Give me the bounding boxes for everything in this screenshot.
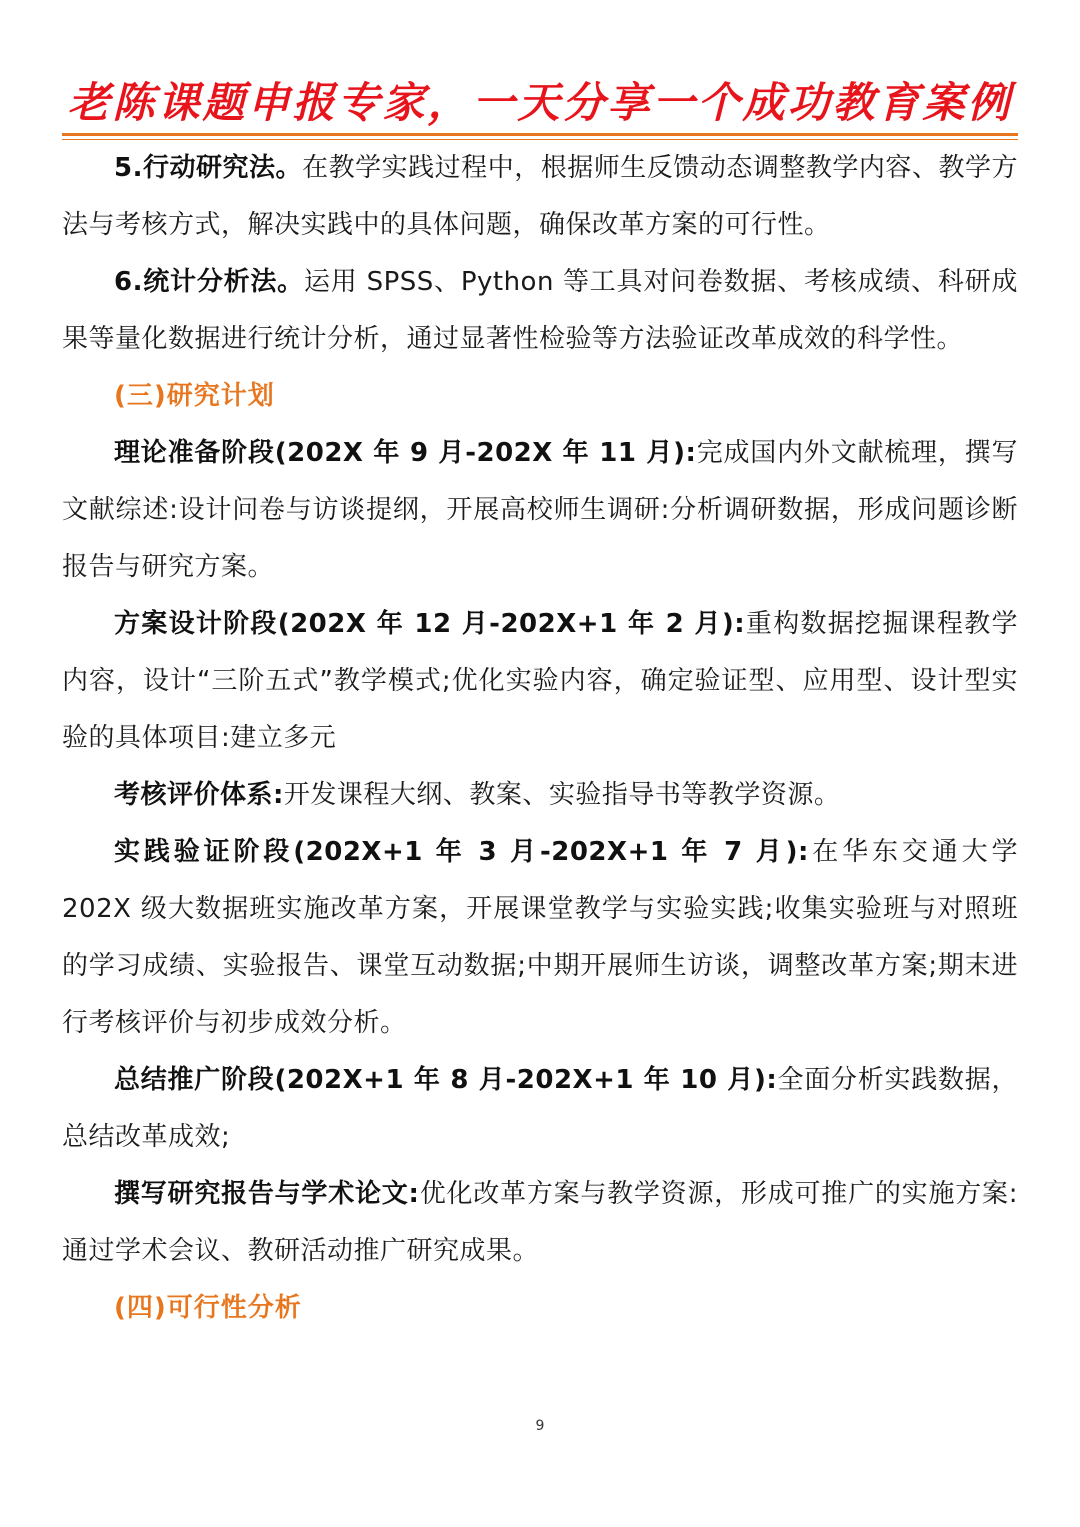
paragraph-lead: 5.行动研究法。 <box>114 153 303 183</box>
plan-item-evaluation-system <box>62 767 1018 824</box>
paragraph-lead: 6.统计分析法。 <box>114 267 304 297</box>
plan-item-text: 优化改革方案与教学资源，形成可推广的实施方案:通过学术会议、教研活动推广研究成果。 <box>62 1179 1018 1266</box>
plan-item-text: 全面分析实践数据，总结改革成效; <box>62 1065 1018 1152</box>
paragraph-statistical-analysis <box>62 254 1018 368</box>
document-body <box>62 140 1018 1337</box>
plan-item-text: 重构数据挖掘课程教学内容，设计“三阶五式”教学模式;优化实验内容，确定验证型、应用型、设计型实验的具体项目:建立多元 <box>62 609 1018 753</box>
paragraph-text: 在教学实践过程中，根据师生反馈动态调整教学内容、教学方法与考核方式，解决实践中的具体问题，确保改革方案的可行性。 <box>62 153 1018 240</box>
plan-item-theory-preparation <box>62 425 1018 596</box>
section-heading-research-plan: (三)研究计划 <box>114 381 275 411</box>
plan-item-lead: 撰写研究报告与学术论文: <box>114 1179 420 1209</box>
plan-item-scheme-design <box>62 596 1018 767</box>
paragraph-text: 运用 SPSS、Python 等工具对问卷数据、考核成绩、科研成果等量化数据进行统计分析，通过显著性检验等方法验证改革成效的科学性。 <box>62 267 1018 354</box>
plan-item-lead: 总结推广阶段(202X+1 年 8 月-202X+1 年 10 月): <box>114 1065 778 1095</box>
plan-item-text: 在华东交通大学 202X 级大数据班实施改革方案，开展课堂教学与实验实践;收集实验班与对照班的学习成绩、实验报告、课堂互动数据;中期开展师生访谈，调整改革方案;期末进行考核评价与初步成效分析。 <box>62 837 1018 1038</box>
plan-item-practice-verification <box>62 824 1018 1052</box>
plan-item-lead: 方案设计阶段(202X 年 12 月-202X+1 年 2 月): <box>114 609 746 639</box>
page-number: 9 <box>535 1418 545 1434</box>
paragraph-action-research <box>62 140 1018 254</box>
plan-item-text: 完成国内外文献梳理，撰写文献综述:设计问卷与访谈提纲，开展高校师生调研:分析调研数据，形成问题诊断报告与研究方案。 <box>62 438 1018 582</box>
section-heading-feasibility: (四)可行性分析 <box>114 1293 302 1323</box>
plan-item-report-writing <box>62 1166 1018 1280</box>
plan-item-lead: 考核评价体系: <box>114 780 284 810</box>
plan-item-summary-promotion <box>62 1052 1018 1166</box>
plan-item-lead: 理论准备阶段(202X 年 9 月-202X 年 11 月): <box>114 438 697 468</box>
header-banner: 老陈课题申报专家，一天分享一个成功教育案例 <box>67 78 1013 127</box>
plan-item-text: 开发课程大纲、教案、实验指导书等教学资源。 <box>283 780 841 810</box>
header-rule-thick <box>62 133 1018 136</box>
plan-item-lead: 实践验证阶段(202X+1 年 3 月-202X+1 年 7 月): <box>114 837 809 867</box>
